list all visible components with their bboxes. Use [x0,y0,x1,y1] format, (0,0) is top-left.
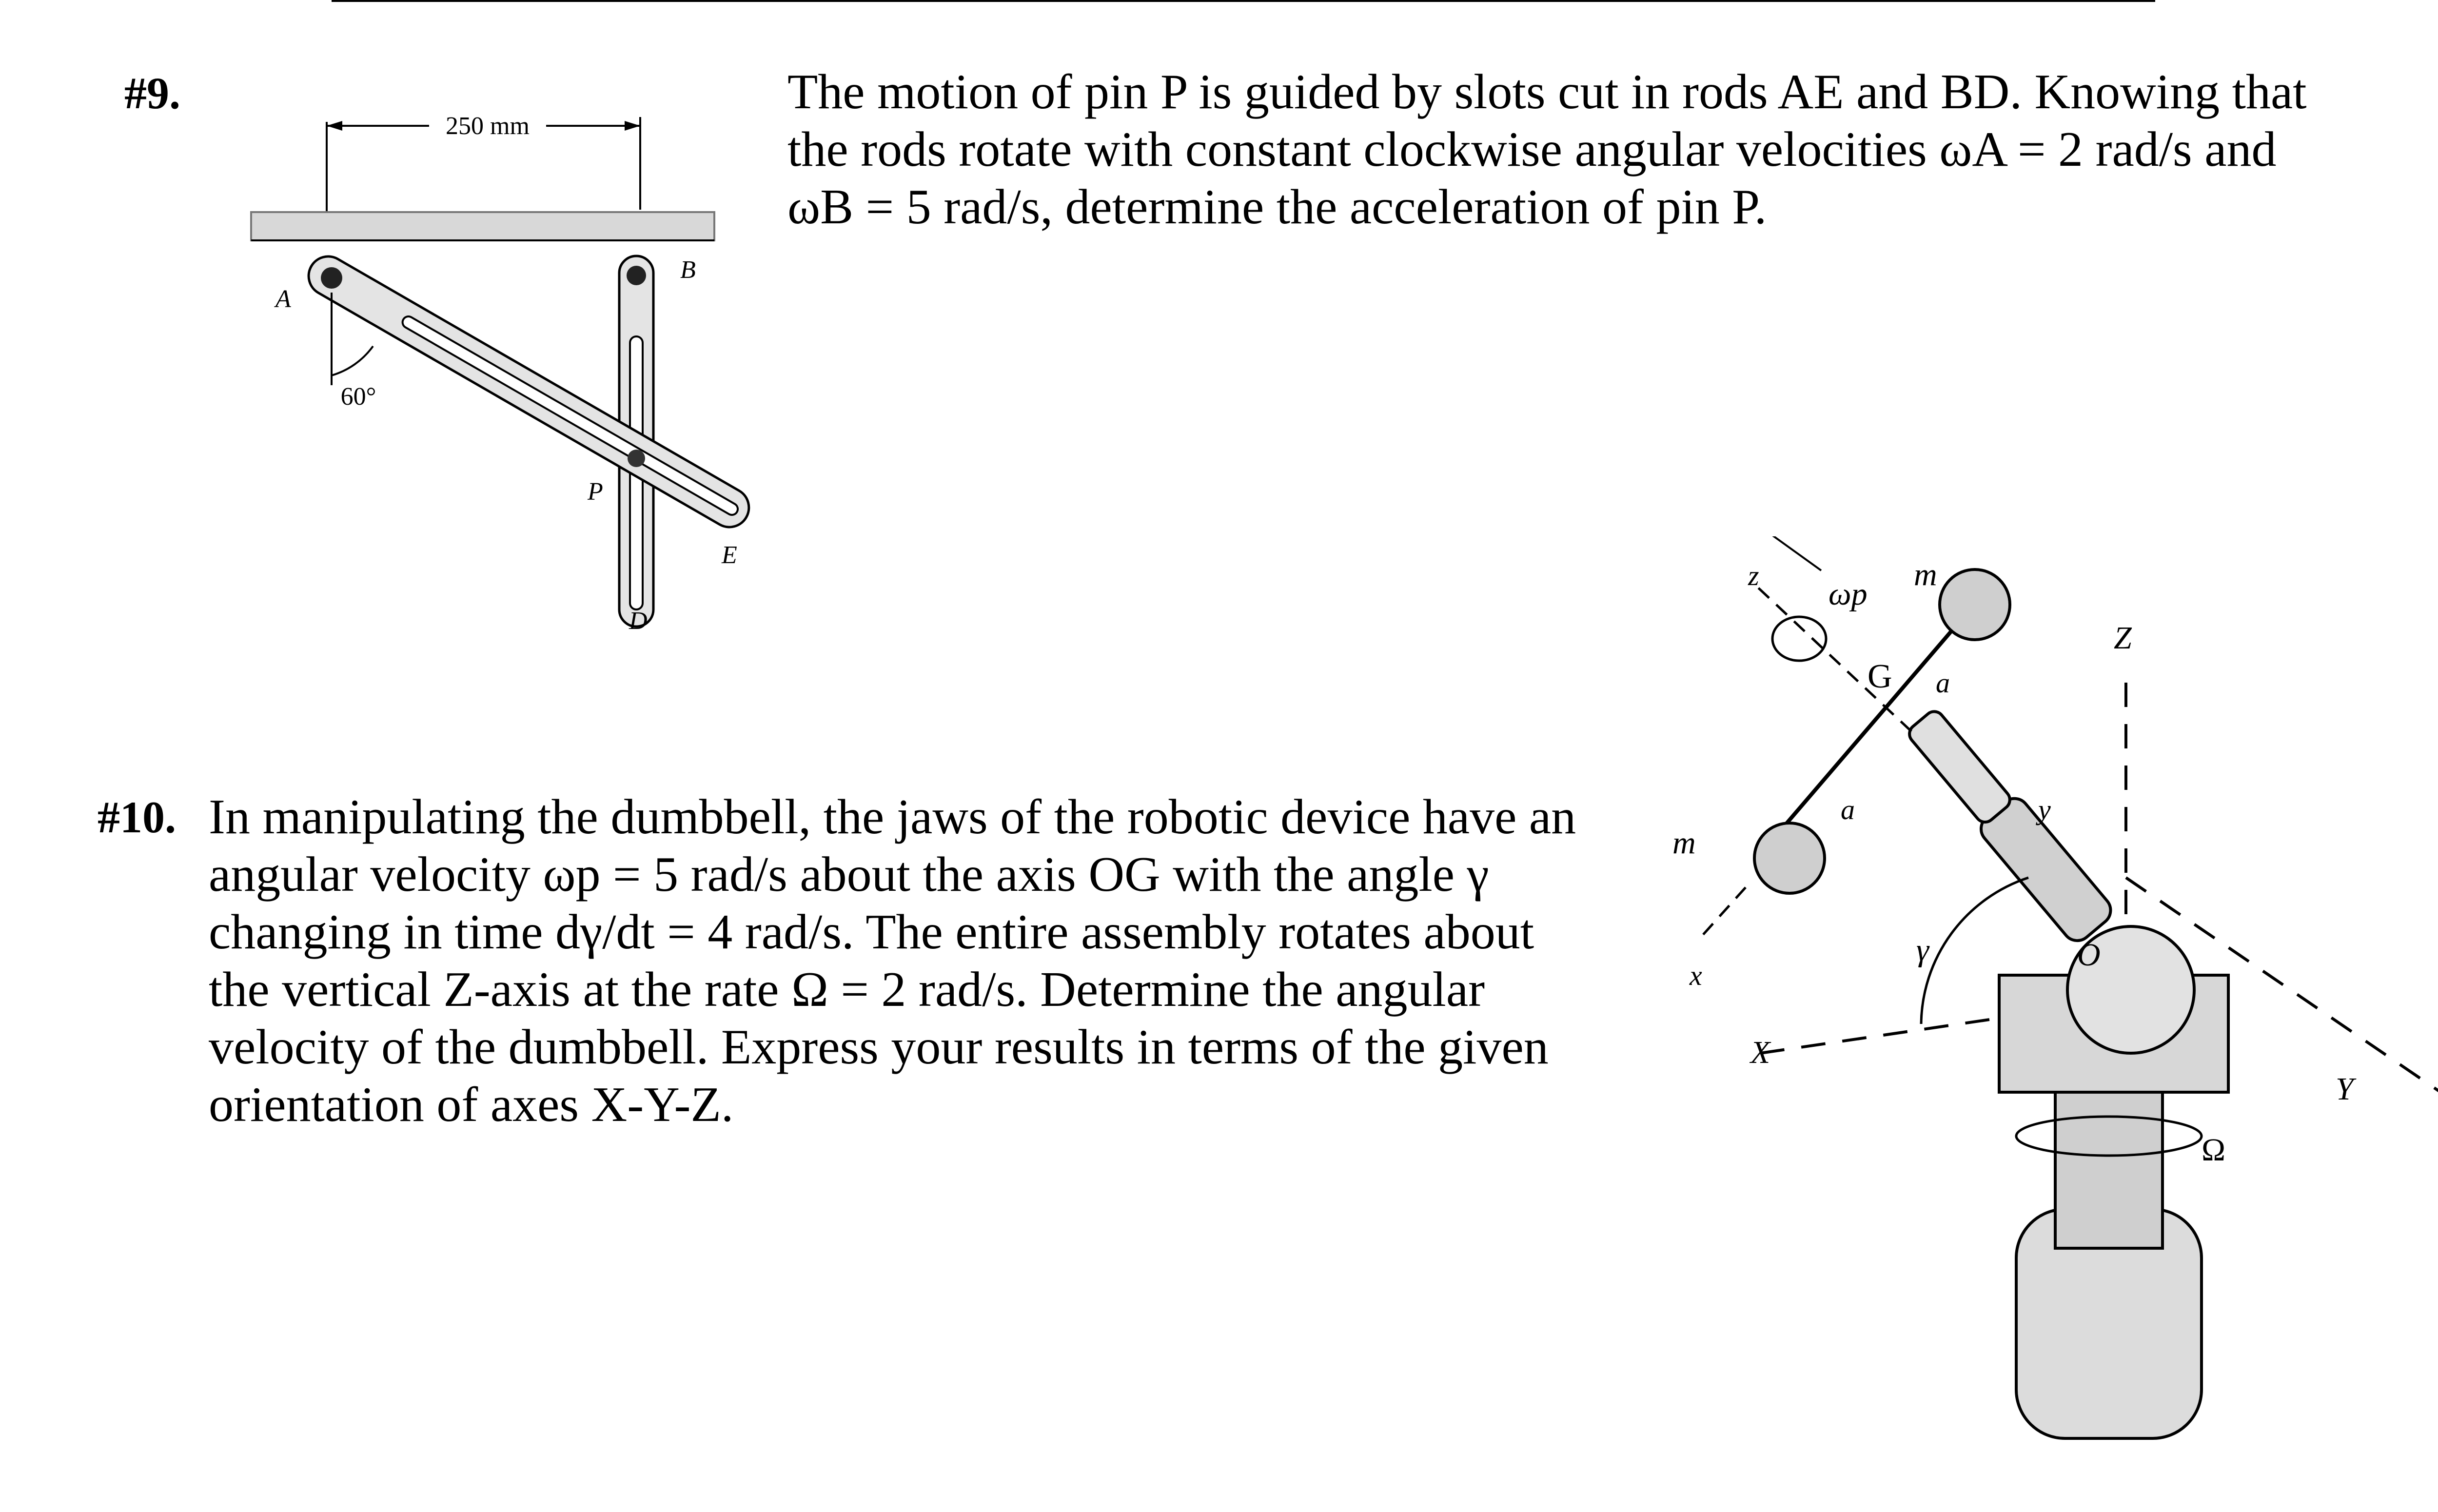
label-p: P [588,478,603,506]
problem-10-line-4: the vertical Z-axis at the rate Ω = 2 rad/s. Determine the angular [209,962,1485,1017]
problem-10-line-1: In manipulating the dumbbell, the jaws of the robotic device have an [209,789,1576,844]
label-omega-p: ωp [1828,576,1868,612]
x-local-axis [1702,887,1746,936]
ceiling-support [251,212,714,240]
problem-10-figure [1658,536,2438,1463]
angle-label: 60° [340,383,376,411]
label-z-local: z [1748,560,1759,591]
dimension-arrow-left [327,121,342,131]
problem-9-figure [234,63,780,648]
label-x-axis: X [1750,1035,1770,1070]
label-y-local: y [2038,794,2051,825]
dumbbell-mass-top [1940,569,2010,640]
problem-9-line-3: ωB = 5 rad/s, determine the acceleration of pin P. [787,179,1767,235]
label-o: O [2077,937,2101,973]
pin-p [628,450,645,467]
stray-line [1760,536,1821,570]
problem-9-number: #9. [124,68,180,118]
dimension-label: 250 mm [446,112,530,140]
angle-arc [332,346,373,375]
label-a-mid: a [1841,794,1855,825]
omega-p-rotation-arrow [1772,617,1826,661]
problem-10-line-5: velocity of the dumbbell. Express your results in terms of the given [209,1020,1549,1075]
robot-column [2055,1082,2163,1248]
dumbbell-mass-left [1754,823,1825,893]
problem-10-line-3: changing in time dγ/dt = 4 rad/s. The entire assembly rotates about [209,904,1534,960]
label-d: D [629,607,648,635]
dimension-arrow-right [625,121,640,131]
label-gamma: γ [1916,932,1929,968]
top-rule [332,0,2155,2]
label-b: B [680,256,696,284]
pin-b [627,266,646,285]
problem-9-line-2: the rods rotate with constant clockwise angular velocities ωA = 2 rad/s and [787,122,2277,177]
problem-9-line-1: The motion of pin P is guided by slots cut in rods AE and BD. Knowing that [787,64,2307,119]
robot-arm [1900,703,2116,947]
problem-10-text [209,788,1576,1134]
label-omega-rotation: Ω [2202,1132,2226,1168]
label-e: E [722,541,737,569]
pin-a [321,267,342,289]
problem-10-number: #10. [98,792,176,842]
problem-10-line-6: orientation of axes X-Y-Z. [209,1077,734,1132]
label-z-axis: Z [2114,620,2132,656]
label-y-axis: Y [2336,1071,2354,1107]
label-g: G [1868,658,1892,695]
rod-ae-slot [400,314,740,517]
label-a: A [275,285,291,313]
problem-10-line-2: angular velocity ωp = 5 rad/s about the axis OG with the angle γ [209,847,1489,902]
label-m-top: m [1914,557,1937,592]
label-x-local: x [1690,960,1702,991]
label-a-top: a [1936,667,1950,699]
robot-arm-upper [1906,707,2014,826]
problem-9-text [787,63,2307,236]
label-m-left: m [1672,825,1696,861]
